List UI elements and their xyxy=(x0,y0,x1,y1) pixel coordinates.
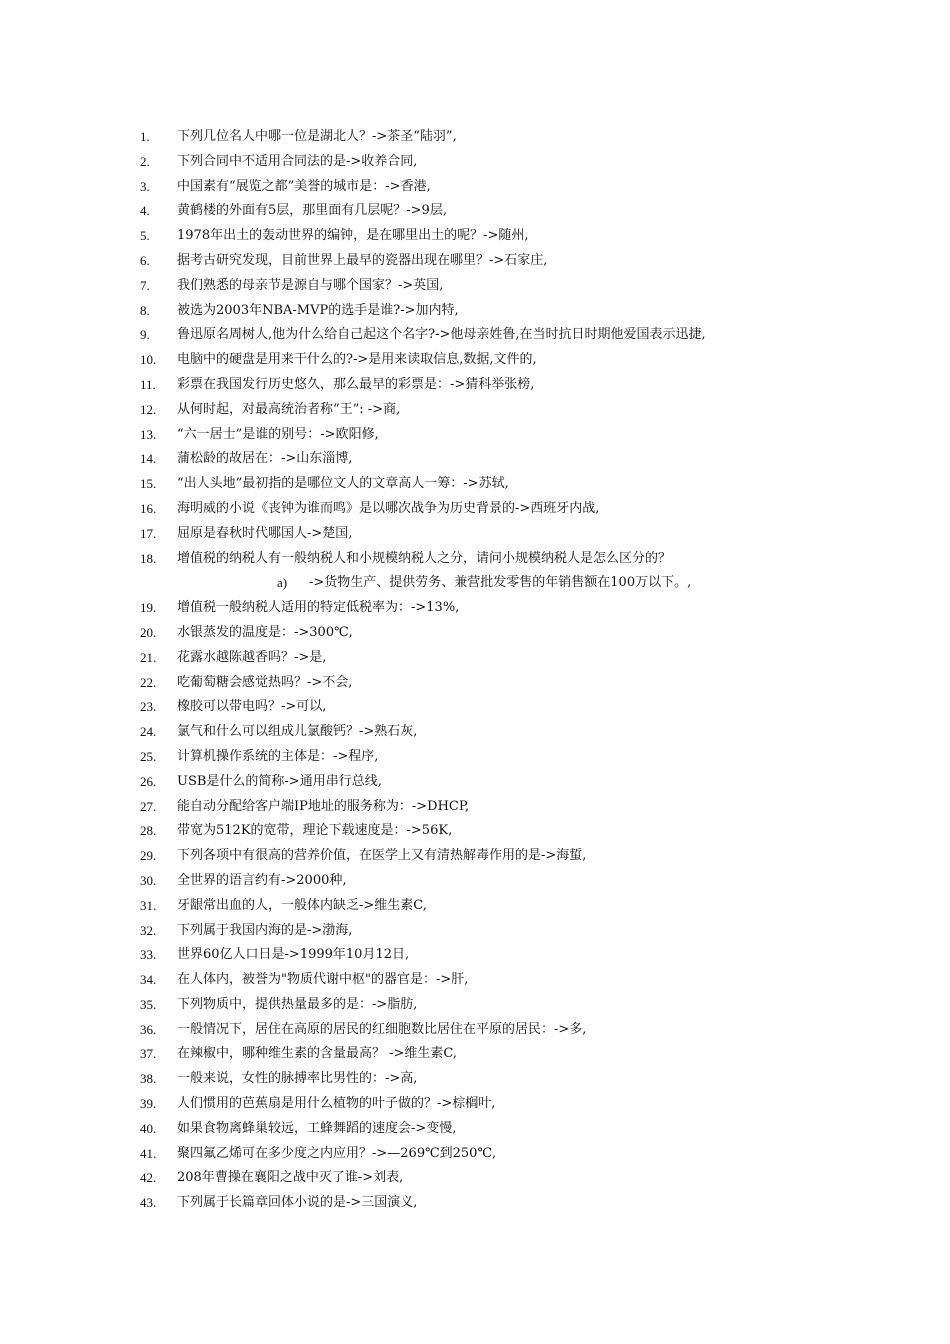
list-item xyxy=(140,795,920,820)
list-item xyxy=(140,199,920,224)
list-item xyxy=(140,894,920,919)
item-text: 海明威的小说《丧钟为谁而鸣》是以哪次战争为历史背景的->西班牙内战, xyxy=(177,500,600,516)
item-number: 6. xyxy=(140,252,150,268)
item-text: 带宽为512K的宽带，理论下载速度是：->56K, xyxy=(177,823,453,839)
item-text: 208年曹操在襄阳之战中灭了谁->刘表, xyxy=(177,1170,404,1186)
list-item xyxy=(140,695,920,720)
item-text: 1978年出土的轰动世界的编钟，是在哪里出土的呢？->随州, xyxy=(177,228,529,244)
item-number: 32. xyxy=(140,922,157,938)
list-item xyxy=(140,1117,920,1142)
item-number: 9. xyxy=(140,327,150,343)
item-text: 在人体内，被誉为"物质代谢中枢"的器官是：->肝, xyxy=(177,972,469,988)
item-number: 21. xyxy=(140,649,157,665)
item-number: 10. xyxy=(140,352,157,368)
list-item xyxy=(140,1042,920,1067)
item-text: 电脑中的硬盘是用来干什么的?->是用来读取信息,数据,文件的, xyxy=(177,352,537,368)
list-item xyxy=(140,993,920,1018)
item-text: 鲁迅原名周树人,他为什么给自己起这个名字?->他母亲姓鲁,在当时抗日时期他爱国表示迅捷, xyxy=(177,327,706,343)
list-item xyxy=(140,447,920,472)
list-item xyxy=(140,819,920,844)
list-item xyxy=(140,919,920,944)
list-item xyxy=(140,1166,920,1191)
list-item xyxy=(140,1191,920,1216)
list-item xyxy=(140,621,920,646)
item-text: 氯气和什么可以组成儿氯酸钙？->熟石灰, xyxy=(177,724,418,740)
item-number: 36. xyxy=(140,1021,157,1037)
item-text: 一般来说，女性的脉搏率比男性的：->高, xyxy=(177,1071,418,1087)
qa-list xyxy=(140,125,920,1216)
list-item xyxy=(140,348,920,373)
item-text: 计算机操作系统的主体是：->程序, xyxy=(177,748,379,764)
sub-item-text: ->货物生产、提供劳务、兼营批发零售的年销售额在100万以下。, xyxy=(309,575,692,591)
item-number: 4. xyxy=(140,203,150,219)
item-number: 34. xyxy=(140,972,157,988)
item-text: 中国素有“展览之都”美誉的城市是：->香港, xyxy=(177,178,431,194)
item-number: 1. xyxy=(140,129,150,144)
item-number: 37. xyxy=(140,1046,157,1062)
item-number: 26. xyxy=(140,773,157,789)
list-item xyxy=(140,646,920,671)
item-number: 23. xyxy=(140,699,157,715)
item-number: 7. xyxy=(140,277,150,293)
item-number: 11. xyxy=(140,376,156,392)
list-item xyxy=(140,1067,920,1092)
list-item xyxy=(140,770,920,795)
item-text: 屈原是春秋时代哪国人->楚国, xyxy=(177,525,353,541)
item-number: 12. xyxy=(140,401,157,417)
item-number: 29. xyxy=(140,848,157,864)
item-number: 20. xyxy=(140,624,157,640)
item-number: 14. xyxy=(140,451,157,467)
item-text: 人们惯用的芭蕉扇是用什么植物的叶子做的？->棕榈叶, xyxy=(177,1096,496,1112)
item-text: 聚四氟乙烯可在多少度之内应用？->—269℃到250℃, xyxy=(177,1145,497,1161)
item-text: 彩票在我国发行历史悠久，那么最早的彩票是：->猜科举张榜, xyxy=(177,376,535,392)
item-number: 19. xyxy=(140,600,157,616)
item-number: 28. xyxy=(140,823,157,839)
sub-list-item xyxy=(140,571,920,596)
item-number: 8. xyxy=(140,302,150,318)
item-text: 蒲松龄的故居在：->山东淄博, xyxy=(177,451,353,467)
item-number: 25. xyxy=(140,748,157,764)
item-text: 全世界的语言约有->2000种, xyxy=(177,872,347,888)
item-text: 水银蒸发的温度是：->300℃, xyxy=(177,624,353,640)
list-item xyxy=(140,472,920,497)
item-text: “六一居士”是谁的别号：->欧阳修, xyxy=(177,426,379,442)
item-text: 牙龈常出血的人，一般体内缺乏->维生素C, xyxy=(177,897,427,913)
item-text: 下列几位名人中哪一位是湖北人？->茶圣“陆羽”, xyxy=(177,129,457,144)
item-number: 3. xyxy=(140,178,150,194)
list-item xyxy=(140,1142,920,1167)
item-text: 如果食物离蜂巢较远，工蜂舞蹈的速度会->变慢, xyxy=(177,1120,457,1136)
item-number: 35. xyxy=(140,996,157,1012)
list-item xyxy=(140,522,920,547)
item-number: 40. xyxy=(140,1120,157,1136)
item-text: 被选为2003年NBA-MVP的选手是谁?->加内特, xyxy=(177,302,459,318)
list-item xyxy=(140,1018,920,1043)
list-item xyxy=(140,547,920,572)
item-text: 花露水越陈越香吗？->是, xyxy=(177,649,327,665)
list-item xyxy=(140,224,920,249)
item-text: 下列物质中，提供热量最多的是：->脂肪, xyxy=(177,996,418,1012)
list-item xyxy=(140,720,920,745)
item-number: 24. xyxy=(140,724,157,740)
item-number: 33. xyxy=(140,947,157,963)
item-text: USB是什么的简称->通用串行总线, xyxy=(177,773,382,789)
list-item xyxy=(140,671,920,696)
item-number: 27. xyxy=(140,798,157,814)
list-item xyxy=(140,943,920,968)
item-number: 2. xyxy=(140,153,150,169)
list-item xyxy=(140,596,920,621)
item-text: 一般情况下，居住在高原的居民的红细胞数比居住在平原的居民：->多, xyxy=(177,1021,587,1037)
item-number: 30. xyxy=(140,872,157,888)
item-number: 15. xyxy=(140,476,157,492)
sub-item-marker: a) xyxy=(277,575,288,591)
item-text: 据考古研究发现，目前世界上最早的瓷器出现在哪里？->石家庄, xyxy=(177,252,548,268)
list-item xyxy=(140,1092,920,1117)
item-number: 39. xyxy=(140,1096,157,1112)
list-item xyxy=(140,150,920,175)
list-item xyxy=(140,373,920,398)
list-item xyxy=(140,323,920,348)
item-number: 31. xyxy=(140,897,157,913)
list-item xyxy=(140,844,920,869)
list-item xyxy=(140,423,920,448)
list-item xyxy=(140,869,920,894)
item-text: 世界60亿人口日是->1999年10月12日, xyxy=(177,947,410,963)
item-text: 从何时起，对最高统治者称“王”: ->商, xyxy=(177,401,401,417)
item-text: 我们熟悉的母亲节是源自与哪个国家？->英国, xyxy=(177,277,444,293)
item-text: 在辣椒中，哪种维生素的含量最高？ ->维生素C, xyxy=(177,1046,458,1062)
item-number: 18. xyxy=(140,550,157,566)
list-item xyxy=(140,497,920,522)
item-number: 38. xyxy=(140,1071,157,1087)
item-text: 增值税一般纳税人适用的特定低税率为：->13%, xyxy=(177,600,460,616)
item-number: 17. xyxy=(140,525,157,541)
item-number: 5. xyxy=(140,228,150,244)
item-text: 增值税的纳税人有一般纳税人和小规模纳税人之分，请问小规模纳税人是怎么区分的？ xyxy=(177,550,672,566)
item-text: 下列属于长篇章回体小说的是->三国演义, xyxy=(177,1195,418,1211)
item-number: 22. xyxy=(140,674,157,690)
item-text: 下列属于我国内海的是->渤海, xyxy=(177,922,353,938)
list-item xyxy=(140,274,920,299)
list-item xyxy=(140,175,920,200)
item-number: 41. xyxy=(140,1145,157,1161)
list-item xyxy=(140,299,920,324)
item-number: 16. xyxy=(140,500,157,516)
item-number: 13. xyxy=(140,426,157,442)
item-text: 黄鹤楼的外面有5层，那里面有几层呢？->9层, xyxy=(177,203,447,219)
list-item xyxy=(140,398,920,423)
list-item xyxy=(140,745,920,770)
item-text: 能自动分配给客户端IP地址的服务称为：->DHCP, xyxy=(177,798,470,814)
item-text: 吃葡萄糖会感觉热吗？->不会, xyxy=(177,674,353,690)
item-number: 43. xyxy=(140,1195,157,1211)
item-text: 橡胶可以带电吗？->可以, xyxy=(177,699,327,715)
item-number: 42. xyxy=(140,1170,157,1186)
list-item xyxy=(140,125,920,150)
list-item xyxy=(140,968,920,993)
list-item xyxy=(140,249,920,274)
item-text: “出人头地”最初指的是哪位文人的文章高人一筹：->苏轼, xyxy=(177,476,509,492)
item-text: 下列合同中不适用合同法的是->收养合同, xyxy=(177,153,418,169)
item-text: 下列各项中有很高的营养价值，在医学上又有清热解毒作用的是->海蜇, xyxy=(177,848,587,864)
